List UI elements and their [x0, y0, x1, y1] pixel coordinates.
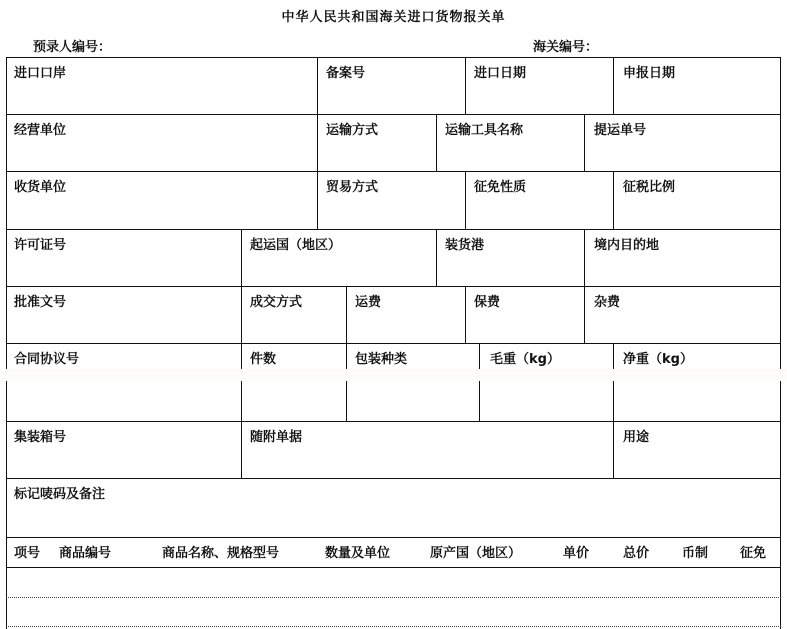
import-port-label: 进口口岸 — [14, 66, 67, 81]
row-line — [6, 286, 781, 287]
cell-divider — [317, 114, 318, 171]
cell-divider — [346, 286, 347, 343]
cell-divider — [613, 57, 614, 114]
cell-divider — [465, 57, 466, 114]
freight-label: 运费 — [355, 295, 382, 310]
license-number-label: 许可证号 — [14, 238, 67, 253]
cell-divider — [241, 343, 242, 421]
usage-label: 用途 — [623, 430, 650, 445]
origin-header: 原产国（地区） — [430, 546, 522, 561]
contract-number-label: 合同协议号 — [14, 352, 80, 367]
cell-divider — [613, 171, 614, 229]
row-line — [6, 478, 781, 479]
cell-divider — [613, 343, 614, 421]
row-line — [6, 421, 781, 422]
cell-divider — [479, 343, 480, 421]
approval-number-label: 批准文号 — [14, 295, 67, 310]
cell-divider — [241, 286, 242, 343]
tax-exempt-header: 征免 — [740, 546, 767, 561]
cell-divider — [241, 421, 242, 478]
transport-mode-label: 运输方式 — [326, 123, 379, 138]
row-line — [6, 537, 781, 538]
cell-divider — [584, 114, 585, 171]
origin-country-label: 起运国（地区） — [250, 238, 342, 253]
row-line — [6, 171, 781, 172]
goods-code-header: 商品编号 — [59, 546, 112, 561]
cell-divider — [436, 114, 437, 171]
misc-fee-label: 杂费 — [594, 295, 621, 310]
form-title: 中华人民共和国海关进口货物报关单 — [281, 10, 506, 25]
cell-divider — [241, 229, 242, 286]
row-line — [6, 114, 781, 115]
record-number-label: 备案号 — [326, 66, 366, 81]
cell-divider — [584, 286, 585, 343]
cell-divider — [317, 171, 318, 229]
item-number-header: 项号 — [14, 546, 41, 561]
cell-divider — [584, 229, 585, 286]
scan-gap-band — [0, 369, 787, 381]
insurance-label: 保费 — [474, 295, 501, 310]
unit-price-header: 单价 — [563, 546, 590, 561]
row-line — [6, 343, 781, 344]
marks-remarks-label: 标记唛码及备注 — [14, 487, 106, 502]
loading-port-label: 装货港 — [445, 238, 485, 253]
destination-label: 境内目的地 — [594, 238, 660, 253]
dotted-row-line — [6, 626, 781, 627]
row-line — [6, 57, 781, 58]
net-weight-label: 净重（kg） — [623, 352, 693, 367]
cell-divider — [465, 286, 466, 343]
documents-label: 随附单据 — [250, 430, 303, 445]
import-date-label: 进口日期 — [474, 66, 527, 81]
package-type-label: 包装种类 — [355, 352, 408, 367]
prerecord-number-label: 预录人编号： — [33, 40, 112, 55]
goods-name-header: 商品名称、规格型号 — [162, 546, 280, 561]
bill-number-label: 提运单号 — [594, 123, 647, 138]
currency-header: 币制 — [682, 546, 709, 561]
operator-label: 经营单位 — [14, 123, 67, 138]
gross-weight-label: 毛重（kg） — [490, 352, 560, 367]
transport-name-label: 运输工具名称 — [445, 123, 524, 138]
consignee-label: 收货单位 — [14, 180, 67, 195]
cell-divider — [613, 421, 614, 478]
row-line — [6, 229, 781, 230]
dotted-row-line — [6, 597, 781, 598]
cell-divider — [436, 229, 437, 286]
trade-mode-label: 贸易方式 — [326, 180, 379, 195]
deal-mode-label: 成交方式 — [250, 295, 303, 310]
tax-nature-label: 征免性质 — [474, 180, 527, 195]
quantity-header: 数量及单位 — [325, 546, 391, 561]
container-number-label: 集装箱号 — [14, 430, 67, 445]
total-price-header: 总价 — [623, 546, 650, 561]
tax-ratio-label: 征税比例 — [623, 180, 676, 195]
declare-date-label: 申报日期 — [623, 66, 676, 81]
cell-divider — [346, 343, 347, 421]
pieces-label: 件数 — [250, 352, 277, 367]
cell-divider — [317, 57, 318, 114]
row-line — [6, 567, 781, 568]
cell-divider — [465, 171, 466, 229]
customs-number-label: 海关编号： — [533, 40, 599, 55]
